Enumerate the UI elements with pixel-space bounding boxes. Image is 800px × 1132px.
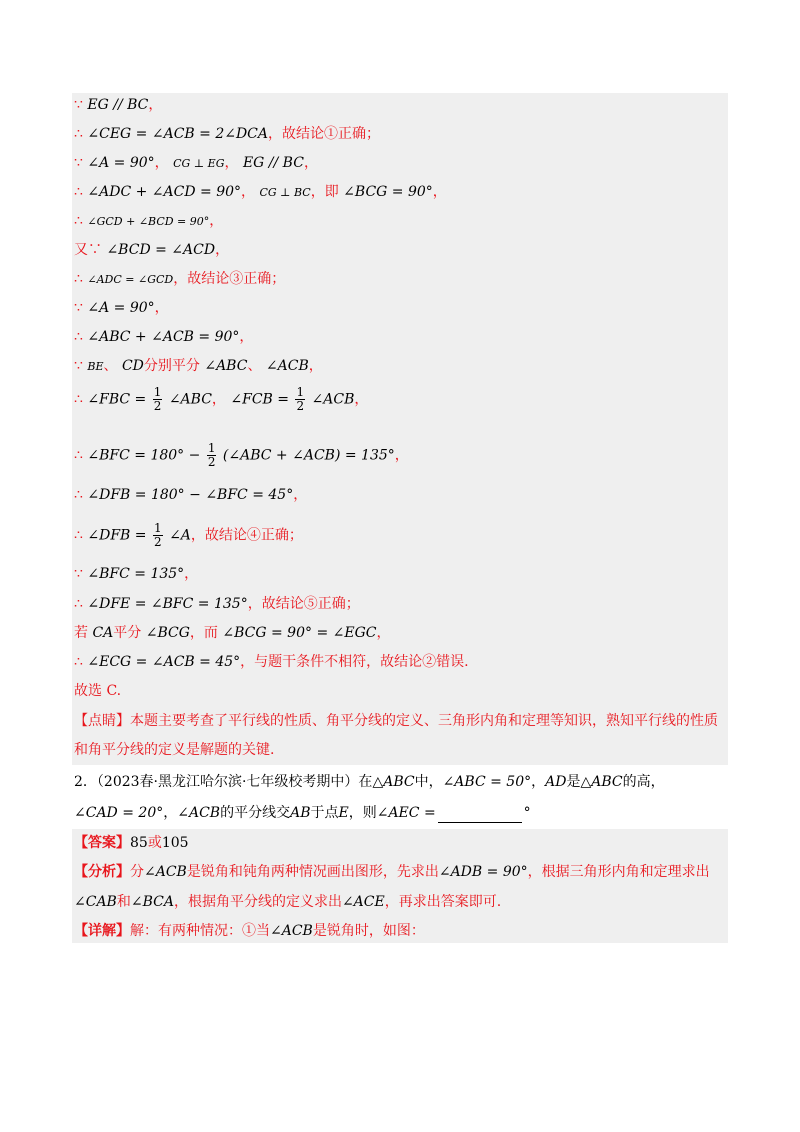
comment-line-1: 【点睛】本题主要考查了平行线的性质、角平分线的定义、三角形内角和定理等知识，熟知平行线的性质: [74, 713, 718, 729]
analysis-line-1: [74, 862, 710, 882]
proof-text: ，: [224, 155, 239, 171]
math-expr: ∠ACB: [311, 391, 355, 408]
answer-value-1: 85: [130, 835, 148, 851]
math-expr: (∠ABC + ∠ACB) = 135°: [222, 447, 395, 464]
fraction: [207, 442, 217, 469]
analysis-text: 和: [116, 894, 131, 910]
proof-text: ，: [376, 625, 391, 641]
math-expr: ∠A: [169, 527, 191, 544]
proof-text: ，故结论③正确；: [173, 271, 286, 287]
math-expr: ∠ADC = ∠GCD: [87, 273, 174, 286]
math-expr: ∠CAD = 20°: [74, 805, 164, 821]
math-expr: ∠ACB: [177, 805, 221, 821]
math-expr: ∠CAB: [74, 894, 117, 910]
math-expr: ∠BCG = 90°: [343, 184, 433, 200]
proof-text: ，: [303, 155, 318, 171]
proof-line-4: [74, 182, 447, 203]
math-expr: CG ⊥ EG: [173, 157, 225, 170]
comment-line-2: 和角平分线的定义是解题的关键.: [74, 742, 275, 758]
math-expr: ∠ABC = 50°: [442, 774, 532, 790]
question-text: 是: [566, 774, 581, 790]
proof-text: ，: [215, 242, 230, 258]
math-expr: ∠GCD + ∠BCD = 90°: [87, 215, 210, 228]
math-expr: △ABC: [372, 774, 415, 790]
therefore-symbol: ∴: [74, 391, 83, 408]
math-expr: ∠FCB =: [230, 391, 289, 408]
question-line-1: [74, 772, 665, 792]
fraction: [295, 386, 305, 413]
math-expr: ∠ABC: [204, 358, 248, 374]
math-expr: ∠ACE: [341, 894, 385, 910]
detail-text: 解：有两种情况：①当: [130, 923, 270, 939]
analysis-text: ，根据角平分线的定义求出: [173, 894, 342, 910]
proof-line-14: [74, 522, 303, 549]
question-line-2: [74, 803, 531, 823]
because-symbol: ∵: [74, 358, 83, 374]
fraction-numerator: 1: [153, 521, 162, 535]
proof-text: ，: [239, 329, 254, 345]
question-text: ，则: [348, 805, 377, 821]
proof-line-6: [74, 240, 229, 260]
question-text: 中，: [414, 774, 443, 790]
proof-text: 分别平分: [143, 358, 200, 374]
question-text: ，: [163, 805, 178, 821]
proof-text: ，: [184, 566, 199, 582]
choice-line: 故选 C.: [74, 683, 122, 699]
proof-text: ，: [293, 487, 308, 503]
analysis-text: 分: [130, 864, 144, 880]
proof-text: ，与题干条件不相符，故结论②错误.: [240, 654, 469, 670]
proof-text: 、: [247, 358, 262, 374]
or-text: 或: [147, 835, 162, 851]
proof-text: ，: [209, 213, 224, 229]
proof-line-18: [74, 652, 469, 672]
answer-value-2: 105: [161, 835, 189, 851]
math-expr: ∠DFB = 180° − ∠BFC = 45°: [87, 487, 294, 503]
math-expr: AB: [290, 805, 311, 821]
therefore-symbol: ∴: [74, 329, 83, 345]
math-expr: ∠ECG = ∠ACB = 45°: [87, 654, 241, 670]
analysis-line-2: [74, 892, 501, 912]
because-symbol: ∵: [74, 300, 83, 316]
proof-text: ，故结论⑤正确；: [247, 596, 360, 612]
proof-line-7: [74, 269, 285, 290]
because-symbol: ∵: [74, 97, 83, 113]
proof-text: ，: [354, 391, 369, 408]
analysis-text: 是锐角和钝角两种情况画出图形，先求出: [186, 864, 439, 880]
question-text: °: [523, 805, 531, 821]
math-expr: ∠BCD = ∠ACD: [106, 242, 216, 258]
fraction-numerator: 1: [153, 385, 162, 399]
analysis-text: ，再求出答案即可.: [384, 894, 502, 910]
question-text: 的高，: [622, 774, 665, 790]
math-expr: ∠BFC = 135°: [87, 566, 185, 582]
fraction-numerator: 1: [207, 441, 216, 455]
math-expr: ∠ADB = 90°: [438, 864, 528, 880]
proof-line-12: [74, 442, 409, 469]
math-expr: ∠BCA: [130, 894, 174, 910]
proof-text: 、: [103, 358, 118, 374]
question-text: 的平分线交: [220, 805, 291, 821]
detail-text: 是锐角时，如图：: [312, 923, 425, 939]
math-expr: ∠BFC = 180° −: [87, 447, 201, 464]
question-text: 2．（2023春·黑龙江哈尔滨·七年级校考期中）在: [74, 774, 373, 790]
analysis-text: ，根据三角形内角和定理求出: [527, 864, 710, 880]
therefore-symbol: ∴: [74, 126, 83, 142]
therefore-symbol: ∴: [74, 654, 83, 670]
proof-line-5: [74, 211, 223, 232]
proof-text: ，: [154, 300, 169, 316]
math-expr: ∠ACB: [144, 864, 187, 880]
therefore-symbol: ∴: [74, 213, 83, 229]
fraction: [153, 522, 163, 549]
therefore-symbol: ∴: [74, 447, 83, 464]
fraction-denominator: 2: [153, 535, 162, 549]
because-symbol: 又∵: [74, 242, 102, 258]
math-expr: CA: [92, 625, 114, 641]
therefore-symbol: ∴: [74, 527, 83, 544]
fraction-numerator: 1: [296, 385, 305, 399]
answer-blank: [438, 808, 522, 823]
because-symbol: ∵: [74, 155, 83, 171]
proof-text: 平分: [113, 625, 142, 641]
proof-text: ，: [241, 184, 256, 200]
math-expr: ∠BCG = 90° = ∠EGC: [222, 625, 377, 641]
analysis-tag: 【分析】: [74, 864, 130, 880]
proof-text: ，: [308, 358, 323, 374]
math-expr: ∠ABC: [168, 391, 212, 408]
proof-line-9: [74, 327, 253, 347]
math-expr: ∠DFE = ∠BFC = 135°: [87, 596, 248, 612]
proof-text: ，即: [310, 184, 339, 200]
proof-line-2: [74, 124, 380, 144]
answer-tag: 【答案】: [74, 835, 130, 851]
math-expr: ∠DFB =: [87, 527, 147, 544]
math-expr: E: [338, 805, 349, 821]
if-text: 若: [74, 625, 88, 641]
math-expr: ∠AEC =: [376, 805, 436, 821]
math-expr: CD: [121, 358, 144, 374]
detail-line: [74, 921, 425, 941]
question-text: 于点: [310, 805, 339, 821]
proof-line-13: [74, 485, 307, 505]
therefore-symbol: ∴: [74, 271, 83, 287]
math-expr: CG ⊥ BC: [259, 186, 311, 199]
proof-text: ，: [432, 184, 447, 200]
proof-line-1: [74, 95, 162, 115]
math-expr: ∠ADC + ∠ACD = 90°: [87, 184, 242, 200]
proof-line-3: [74, 153, 318, 174]
proof-text: ，: [154, 155, 169, 171]
proof-line-8: [74, 298, 169, 318]
proof-line-17: [74, 623, 390, 643]
proof-text: ，而: [189, 625, 218, 641]
proof-line-16: [74, 594, 360, 614]
answer-line: [74, 833, 189, 853]
proof-line-11: [74, 386, 368, 413]
math-expr: ∠A = 90°: [87, 300, 155, 316]
fraction-denominator: 2: [207, 455, 216, 469]
math-expr: EG // BC: [87, 97, 149, 113]
fraction-denominator: 2: [296, 399, 305, 413]
math-expr: ∠ABC + ∠ACB = 90°: [87, 329, 240, 345]
therefore-symbol: ∴: [74, 487, 83, 503]
math-expr: △ABC: [580, 774, 623, 790]
proof-text: ，: [148, 97, 163, 113]
proof-text: ，: [211, 391, 226, 408]
math-expr: ∠ACB: [265, 358, 309, 374]
math-expr: BE: [87, 360, 104, 373]
fraction: [153, 386, 163, 413]
math-expr: ∠FBC =: [87, 391, 147, 408]
math-expr: ∠ACB: [270, 923, 313, 939]
math-expr: EG // BC: [242, 155, 304, 171]
because-symbol: ∵: [74, 566, 83, 582]
fraction-denominator: 2: [153, 399, 162, 413]
math-expr: ∠BCG: [145, 625, 190, 641]
therefore-symbol: ∴: [74, 184, 83, 200]
math-expr: AD: [545, 774, 567, 790]
proof-text: ，故结论①正确；: [268, 126, 381, 142]
question-text: ，: [531, 774, 546, 790]
proof-line-10: [74, 356, 323, 377]
proof-text: ，故结论④正确；: [190, 527, 303, 544]
proof-text: ，: [394, 447, 409, 464]
math-expr: ∠CEG = ∠ACB = 2∠DCA: [87, 126, 269, 142]
math-expr: ∠A = 90°: [87, 155, 155, 171]
therefore-symbol: ∴: [74, 596, 83, 612]
detail-tag: 【详解】: [74, 923, 130, 939]
proof-line-15: [74, 564, 198, 584]
